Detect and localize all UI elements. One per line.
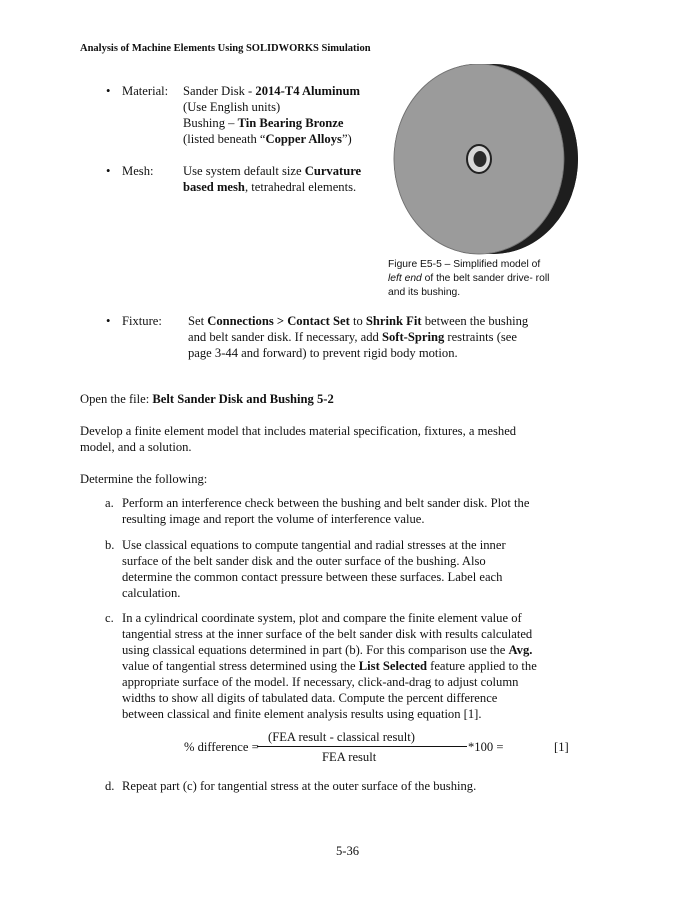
equation-tail: *100 =	[468, 740, 504, 754]
fixture-line: and belt sander disk. If necessary, add Soft-Spring restraints (see	[188, 330, 517, 344]
equation-lhs: % difference =	[184, 740, 259, 754]
item-letter: a.	[105, 496, 114, 510]
item-letter: c.	[105, 611, 114, 625]
determine-heading: Determine the following:	[80, 472, 208, 486]
open-file-instruction: Open the file: Belt Sander Disk and Bushing 5-2	[80, 392, 334, 406]
page-number: 5-36	[335, 844, 360, 858]
equation-denominator: FEA result	[322, 750, 377, 764]
percent-difference-equation	[0, 730, 695, 767]
item-line: tangential stress at the inner surface of the belt sander disk with results calculated	[122, 627, 533, 641]
material-label: Material:	[122, 84, 169, 98]
fixture-label: Fixture:	[122, 314, 162, 328]
fixture-line: page 3-44 and forward) to prevent rigid body motion.	[188, 346, 458, 360]
develop-paragraph-line: model, and a solution.	[80, 440, 192, 454]
bushing-bore	[474, 151, 487, 167]
item-line: Perform an interference check between the bushing and belt sander disk. Plot the	[122, 496, 530, 510]
equation-number: [1]	[554, 740, 569, 754]
item-letter: d.	[105, 779, 115, 793]
item-line: In a cylindrical coordinate system, plot and compare the finite element value of	[122, 611, 522, 625]
item-letter: b.	[105, 538, 115, 552]
mesh-line: Use system default size Curvature	[183, 164, 362, 178]
item-line: using classical equations determined in part (b). For this comparison use the Avg.	[122, 643, 533, 657]
item-line: value of tangential stress determined using the List Selected feature applied to the	[122, 659, 537, 673]
equation-numerator: (FEA result - classical result)	[268, 730, 415, 744]
item-line: resulting image and report the volume of interference value.	[122, 512, 425, 526]
mesh-label: Mesh:	[122, 164, 154, 178]
fraction-bar	[257, 746, 467, 747]
bullet-icon: •	[106, 84, 111, 98]
material-line: Sander Disk - 2014-T4 Aluminum	[183, 84, 361, 98]
develop-paragraph-line: Develop a finite element model that includes material specification, fixtures, a meshed	[80, 424, 517, 438]
running-header: Analysis of Machine Elements Using SOLIDWORKS Simulation	[80, 43, 371, 54]
bullet-icon: •	[106, 314, 111, 328]
item-line: between classical and finite element analysis results using equation [1].	[122, 707, 482, 721]
item-line: calculation.	[122, 586, 181, 600]
item-line: Use classical equations to compute tangential and radial stresses at the inner	[122, 538, 506, 552]
item-line: widths to show all digits of tabulated data. Compute the percent difference	[122, 691, 498, 705]
sander-disk-figure	[383, 64, 593, 256]
item-line: appropriate surface of the model. If necessary, click-and-drag to adjust column	[122, 675, 519, 689]
mesh-line: based mesh, tetrahedral elements.	[183, 180, 357, 194]
item-line: surface of the belt sander disk and the outer surface of the bushing. Also	[122, 554, 486, 568]
item-line: determine the common contact pressure between these surfaces. Label each	[122, 570, 503, 584]
material-line: (listed beneath “Copper Alloys”)	[183, 132, 352, 146]
fixture-line: Set Connections > Contact Set to Shrink Fit between the bushing	[188, 314, 529, 328]
bullet-icon: •	[106, 164, 111, 178]
figure-caption: Figure E5-5 – Simplified model of left end of the belt sander drive- roll and its bushing.	[388, 259, 550, 298]
material-line: (Use English units)	[183, 100, 281, 114]
item-line: Repeat part (c) for tangential stress at the outer surface of the bushing.	[122, 779, 477, 793]
material-line: Bushing – Tin Bearing Bronze	[183, 116, 344, 130]
